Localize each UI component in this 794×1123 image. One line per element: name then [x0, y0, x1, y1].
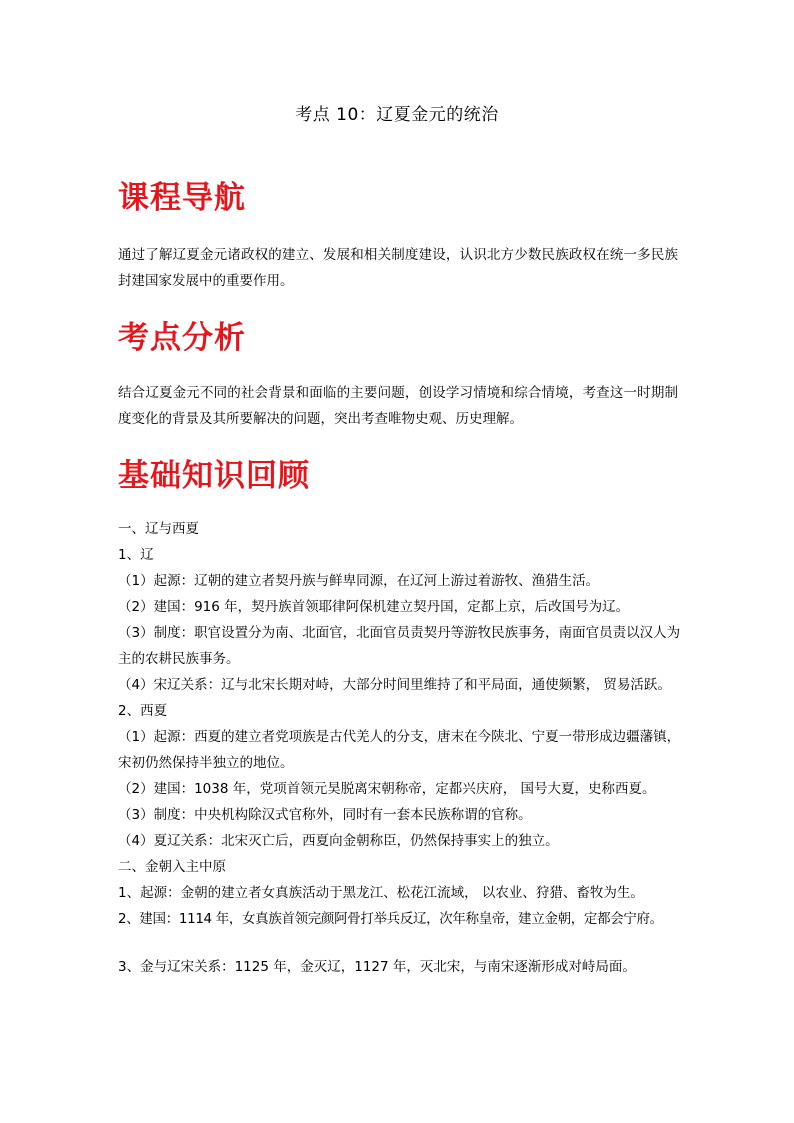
section-heading-analysis: 考点分析: [118, 320, 246, 356]
list-item: 3、金与辽宋关系：1125 年，金灭辽，1127 年，灭北宋，与南宋逐渐形成对峙局面。: [118, 959, 636, 975]
heading-jin: 二、金朝入主中原: [118, 859, 226, 875]
list-item: （1）起源：辽朝的建立者契丹族与鲜卑同源，在辽河上游过着游牧、渔猎生活。: [118, 573, 600, 589]
list-item: （3）制度：职官设置分为南、北面官，北面官员责契丹等游牧民族事务，南面官员责以汉人为主的农耕民族事务。: [118, 625, 681, 667]
heading-liao-xixia: 一、辽与西夏: [118, 521, 199, 537]
list-item: （1）起源：西夏的建立者党项族是古代羌人的分支，唐末在今陕北、宁夏一带形成边疆藩镇，宋初仍然保持半独立的地位。: [118, 729, 681, 771]
section-heading-review: 基础知识回顾: [118, 458, 310, 494]
analysis-paragraph: 结合辽夏金元不同的社会背景和面临的主要问题，创设学习情境和综合情境，考查这一时期制度变化的背景及其所要解决的问题，突出考查唯物史观、历史理解。: [118, 385, 678, 427]
review-content: [118, 516, 683, 980]
nav-paragraph: 通过了解辽夏金元诸政权的建立、发展和相关制度建设，认识北方少数民族政权在统一多民族封建国家发展中的重要作用。: [118, 247, 678, 289]
list-item: （2）建国：916 年，契丹族首领耶律阿保机建立契丹国，定都上京，后改国号为辽。: [118, 599, 630, 615]
list-item: 2、建国：1114 年，女真族首领完颜阿骨打举兵反辽，次年称皇帝，建立金朝，定都会宁府。: [118, 911, 663, 927]
list-item: 1、起源：金朝的建立者女真族活动于黑龙江、松花江流域， 以农业、狩猎、畜牧为生。: [118, 885, 644, 901]
subheading-liao: 1、辽: [118, 547, 154, 563]
list-item: （4）宋辽关系：辽与北宋长期对峙，大部分时间里维持了和平局面，通使频繁， 贸易活跃。: [118, 677, 671, 693]
list-item: （4）夏辽关系：北宋灭亡后，西夏向金朝称臣，仍然保持事实上的独立。: [118, 833, 559, 849]
list-item: （3）制度：中央机构除汉式官称外，同时有一套本民族称谓的官称。: [118, 807, 532, 823]
page-title: 考点 10：辽夏金元的统治: [295, 105, 499, 125]
subheading-xixia: 2、西夏: [118, 703, 168, 719]
section-heading-nav: 课程导航: [118, 180, 246, 216]
blank-gap: [118, 932, 683, 954]
list-item: （2）建国：1038 年，党项首领元昊脱离宋朝称帝，定都兴庆府， 国号大夏，史称西夏。: [118, 781, 656, 797]
